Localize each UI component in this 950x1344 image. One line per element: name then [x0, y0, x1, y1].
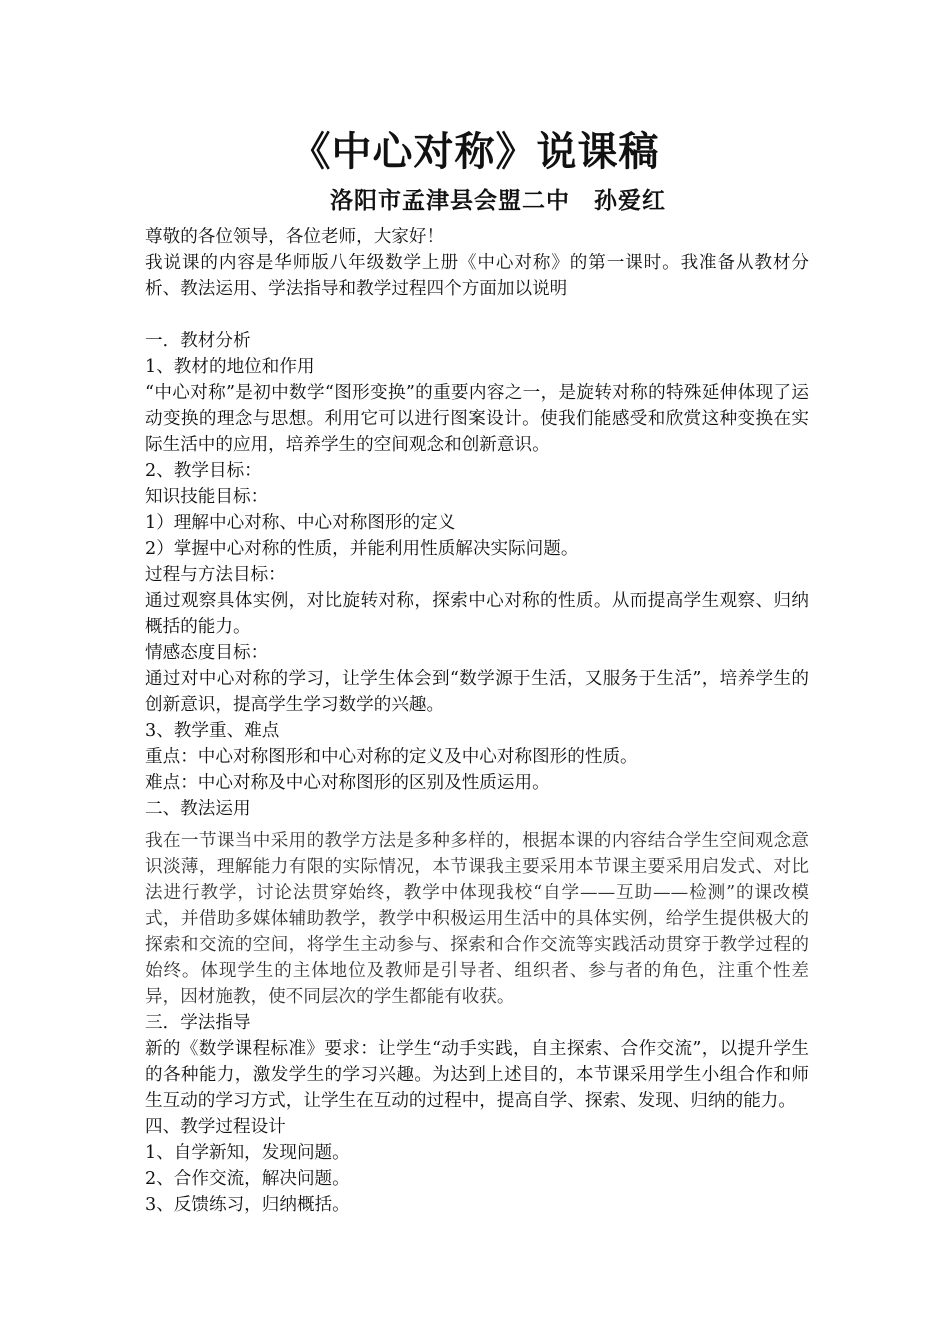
subsection-heading: 3、教学重、难点 — [145, 721, 280, 741]
key-point: 重点：中心对称图形和中心对称的定义及中心对称图形的性质。 — [145, 747, 638, 767]
list-item: 2）掌握中心对称的性质，并能利用性质解决实际问题。 — [145, 539, 579, 559]
document-title: 《中心对称》说课稿 — [290, 128, 660, 175]
blank-line — [145, 302, 809, 328]
document-body — [145, 224, 809, 1218]
section-heading-3: 三．学法指导 — [145, 1013, 251, 1033]
objective-label: 过程与方法目标： — [145, 565, 286, 585]
author-name: 孙爱红 — [594, 187, 666, 214]
objective-label: 情感态度目标： — [145, 643, 269, 663]
section-heading-2: 二、教法运用 — [145, 799, 251, 819]
section-heading-4: 四、教学过程设计 — [145, 1117, 286, 1137]
body-paragraph: 新的《数学课程标准》要求：让学生“动手实践，自主探索、合作交流”，以提升学生的各种能力，激发学生的学习兴趣。为达到上述目的，本节课采用学生小组合作和师生互动的学习方式，让学生在互动的过程中，提高自学、探索、发现、归纳的能力。 — [145, 1039, 809, 1111]
section-heading-1: 一．教材分析 — [145, 331, 251, 351]
body-paragraph: 通过对中心对称的学习，让学生体会到“数学源于生活，又服务于生活”，培养学生的创新意识，提高学生学习数学的兴趣。 — [145, 669, 809, 715]
subsection-heading: 2、教学目标： — [145, 461, 262, 481]
subsection-heading: 1、教材的地位和作用 — [145, 357, 315, 377]
body-paragraph: “中心对称”是初中数学“图形变换”的重要内容之一，是旋转对称的特殊延伸体现了运动变换的理念与思想。利用它可以进行图案设计。使我们能感受和欣赏这种变换在实际生活中的应用，培养学生的空间观念和创新意识。 — [145, 383, 809, 455]
intro-paragraph: 我说课的内容是华师版八年级数学上册《中心对称》的第一课时。我准备从教材分析、教法运用、学法指导和教学过程四个方面加以说明 — [145, 253, 809, 299]
list-item: 3、反馈练习，归纳概括。 — [145, 1195, 350, 1215]
body-paragraph: 通过观察具体实例，对比旋转对称，探索中心对称的性质。从而提高学生观察、归纳概括的能力。 — [145, 591, 809, 637]
document-author-line — [330, 186, 750, 216]
body-paragraph: 我在一节课当中采用的教学方法是多种多样的，根据本课的内容结合学生空间观念意识淡薄，理解能力有限的实际情况，本节课我主要采用本节课主要采用启发式、对比法进行教学，讨论法贯穿始终，教学中体现我校“自学——互助——检测”的课改模式，并借助多媒体辅助教学，教学中积极运用生活中的具体实例，给学生提供极大的探索和交流的空间，将学生主动参与、探索和合作交流等实践活动贯穿于教学过程的始终。体现学生的主体地位及教师是引导者、组织者、参与者的角色，注重个性差异，因材施教，使不同层次的学生都能有收获。 — [145, 831, 809, 1007]
difficult-point: 难点：中心对称及中心对称图形的区别及性质运用。 — [145, 773, 550, 793]
list-item: 1、自学新知，发现问题。 — [145, 1143, 350, 1163]
objective-label: 知识技能目标： — [145, 487, 269, 507]
list-item: 1）理解中心对称、中心对称图形的定义 — [145, 513, 456, 533]
author-school: 洛阳市孟津县会盟二中 — [330, 187, 570, 214]
list-item: 2、合作交流，解决问题。 — [145, 1169, 350, 1189]
greeting-paragraph: 尊敬的各位领导，各位老师，大家好！ — [145, 227, 445, 247]
